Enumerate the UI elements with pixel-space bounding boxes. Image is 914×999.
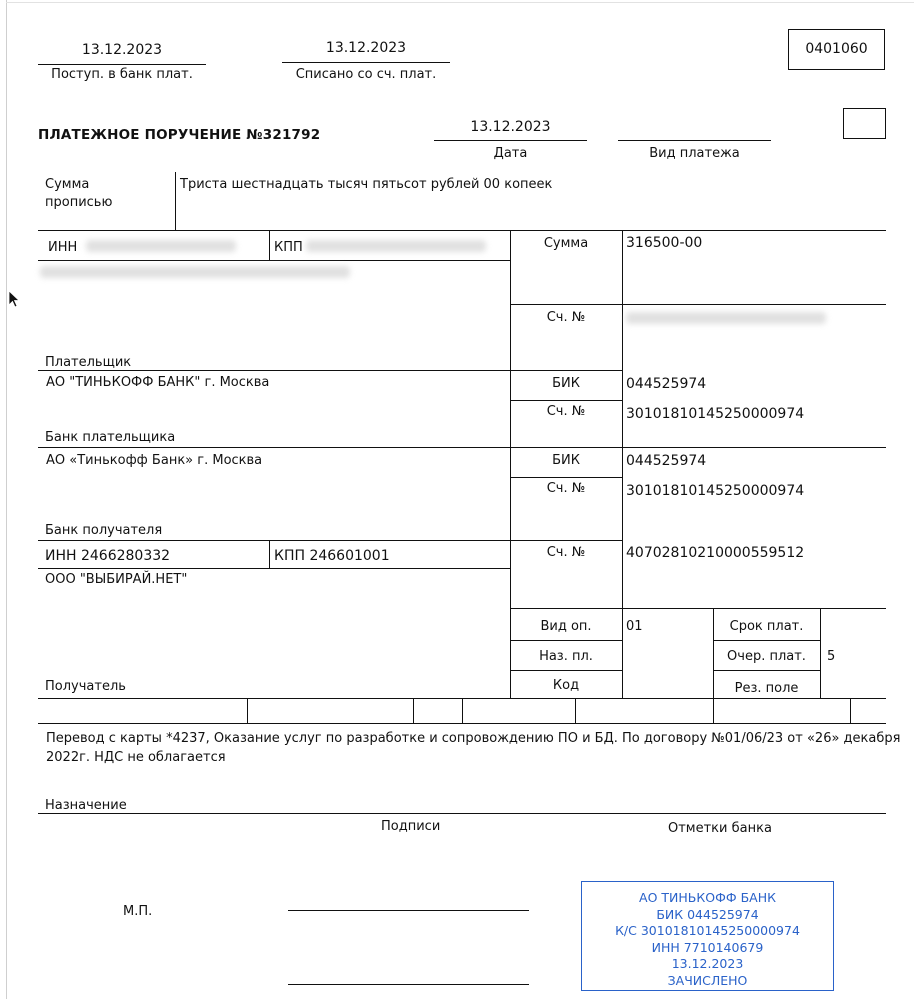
vid-op-label: Вид оп. — [540, 619, 592, 634]
signatures-label: Подписи — [381, 819, 441, 834]
payee-inn-line — [38, 568, 510, 569]
bank-stamp — [581, 881, 834, 991]
mouse-cursor-icon — [8, 290, 20, 308]
tax-row-bottom — [38, 723, 886, 724]
sum-label: Сумма — [543, 236, 589, 251]
payer-bank-bik-label: БИК — [552, 376, 580, 391]
signature-line-1 — [288, 910, 529, 911]
payee-account-value: 40702810210000559512 — [626, 545, 805, 561]
amount-words-text: Триста шестнадцать тысяч пятьсот рублей 00 копеек — [180, 177, 553, 192]
op-vline-2 — [820, 608, 821, 698]
purpose-bottom-line — [38, 813, 886, 814]
op-top-line — [510, 608, 886, 609]
page-border-left — [6, 0, 7, 999]
op-line-c — [713, 640, 820, 641]
tax-vline-2 — [413, 698, 414, 723]
naz-pl-label: Наз. пл. — [539, 649, 593, 664]
ocher-label: Очер. плат. — [727, 649, 806, 664]
ocher-value: 5 — [827, 649, 836, 664]
op-vline-1 — [713, 608, 714, 698]
payee-bank-account-label: Сч. № — [546, 481, 586, 496]
vid-op-value: 01 — [626, 619, 643, 634]
payee-kpp: КПП 246601001 — [274, 548, 390, 564]
stamp-line-3: К/С 30101810145250000974 — [615, 923, 800, 938]
received-date: 13.12.2023 — [81, 42, 163, 58]
payer-name-redacted — [40, 266, 350, 278]
payer-bank-top-line — [38, 370, 622, 371]
payer-bank-bik-line — [510, 400, 622, 401]
purpose-label: Назначение — [45, 798, 127, 813]
form-code-box: 0401060 — [788, 29, 885, 70]
payer-inn-kpp-divider — [269, 231, 270, 260]
amount-words-label-2: прописью — [45, 195, 113, 210]
payee-bank-name: АО «Тинькофф Банк» г. Москва — [46, 453, 263, 468]
tax-vline-1 — [247, 698, 248, 723]
stamp-line-4: ИНН 7710140679 — [651, 939, 764, 955]
payee-bank-top-line — [38, 447, 886, 448]
payer-inn-label: ИНН — [48, 240, 78, 255]
payer-bank-account-value: 30101810145250000974 — [626, 406, 805, 422]
tax-vline-3 — [462, 698, 463, 723]
payer-bank-label: Банк плательщика — [45, 430, 176, 445]
doc-title: ПЛАТЕЖНОЕ ПОРУЧЕНИЕ №321792 — [38, 127, 321, 143]
sum-value: 316500-00 — [626, 235, 703, 251]
payer-kpp-redacted — [306, 240, 486, 252]
tax-vline-5 — [713, 698, 714, 723]
amount-words-divider — [175, 172, 176, 230]
rez-label: Рез. поле — [734, 681, 799, 696]
payer-account-redacted — [626, 312, 826, 324]
payer-label: Плательщик — [45, 355, 132, 370]
stamp-line-5: 13.12.2023 — [671, 956, 744, 971]
op-line-a — [510, 640, 622, 641]
payee-label: Получатель — [45, 679, 126, 694]
amount-words-label-1: Сумма — [45, 177, 90, 192]
payee-name: ООО "ВЫБИРАЙ.НЕТ" — [45, 572, 188, 587]
payee-inn: ИНН 2466280332 — [45, 548, 171, 564]
payee-bank-bik-label: БИК — [552, 453, 580, 468]
payer-inn-redacted — [86, 240, 236, 252]
payer-inn-line — [38, 260, 510, 261]
payee-bank-label: Банк получателя — [45, 523, 163, 538]
purpose-line-1: Перевод с карты *4237, Оказание услуг по разработке и сопровождению ПО и БД. По договору №01/06/23 от «26» декабря — [46, 731, 901, 746]
signature-line-2 — [288, 984, 529, 985]
payee-inn-kpp-divider — [269, 540, 270, 568]
page-border-top — [6, 2, 914, 3]
debited-label: Списано со сч. плат. — [295, 67, 437, 82]
purpose-line-2: 2022г. НДС не облагается — [46, 750, 226, 765]
srok-label: Срок плат. — [729, 619, 804, 634]
op-line-b — [510, 670, 622, 671]
stamp-line-6: ЗАЧИСЛЕНО — [667, 972, 748, 988]
received-label: Поступ. в банк плат. — [51, 67, 193, 82]
doc-date-line — [434, 140, 587, 141]
payment-type-label: Вид платежа — [649, 146, 740, 161]
payee-bank-bik-value: 044525974 — [626, 453, 707, 469]
received-date-line — [38, 64, 206, 65]
payee-bank-bik-line — [510, 477, 622, 478]
tax-vline-6 — [850, 698, 851, 723]
doc-date: 13.12.2023 — [470, 119, 551, 135]
payer-bank-name: АО "ТИНЬКОФФ БАНК" г. Москва — [46, 375, 270, 390]
tax-vline-4 — [575, 698, 576, 723]
op-line-d — [713, 670, 820, 671]
grid-vline-left — [510, 230, 511, 698]
mp-label: М.П. — [123, 904, 153, 919]
payer-bank-bik-value: 044525974 — [626, 376, 707, 392]
sum-bottom-line — [510, 304, 886, 305]
payee-account-label: Сч. № — [546, 545, 586, 560]
grid-vline-mid — [622, 230, 623, 698]
payer-kpp-label: КПП — [274, 240, 303, 255]
payer-account-label: Сч. № — [546, 310, 586, 325]
grid-line-top — [38, 230, 886, 231]
payee-top-line — [38, 540, 622, 541]
debited-date-line — [282, 62, 450, 63]
stamp-line-2: БИК 044525974 — [656, 906, 759, 922]
small-box — [843, 108, 886, 139]
stamp-line-1: АО ТИНЬКОФФ БАНК — [639, 890, 776, 905]
payer-bank-account-label: Сч. № — [546, 404, 586, 419]
debited-date: 13.12.2023 — [325, 40, 407, 56]
bank-marks-label: Отметки банка — [668, 821, 772, 836]
kod-label: Код — [552, 678, 580, 693]
payee-bank-account-value: 30101810145250000974 — [626, 483, 805, 499]
payment-type-line — [618, 140, 771, 141]
doc-date-label: Дата — [493, 146, 528, 161]
